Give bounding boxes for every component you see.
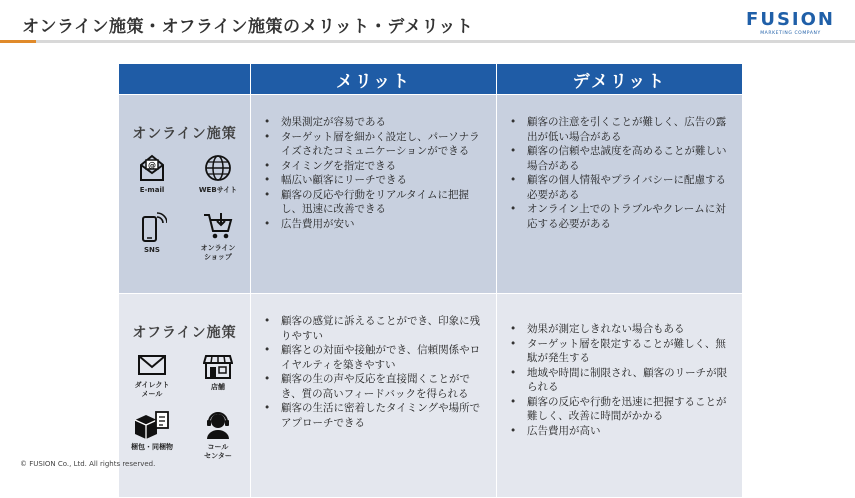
online-row <box>119 95 743 294</box>
list-item: • 効果が測定しきれない場合もある <box>507 322 728 337</box>
online-shop-caption: オンライン ショップ <box>200 244 236 261</box>
offline-row-title: オフライン施策 <box>132 325 237 341</box>
store-caption: 店舗 <box>211 383 225 391</box>
logo-tagline: MARKETING COMPANY <box>760 31 821 36</box>
website-caption: WEBサイト <box>198 186 238 194</box>
list-item: • タイミングを指定できる <box>261 159 482 174</box>
offline-demerits-list <box>507 322 728 438</box>
list-item: • 顧客との対面や接触ができ、信頼関係やロイヤルティを築きやすい <box>261 343 482 372</box>
online-row-title: オンライン施策 <box>132 126 237 142</box>
comparison-table <box>118 63 743 498</box>
package-caption: 梱包・同梱物 <box>131 443 173 451</box>
call-center-caption: コール センター <box>204 443 232 460</box>
storefront-icon <box>203 352 233 380</box>
list-item: • 顧客の生活に密着したタイミングや場所でアプローチできる <box>261 401 482 430</box>
logo-wordmark: FUSION <box>746 9 835 30</box>
table-header-row <box>119 64 743 95</box>
list-item: • 顧客の個人情報やプライバシーに配慮する必要がある <box>507 173 728 202</box>
list-item: • オンライン上でのトラブルやクレームに対応する必要がある <box>507 202 728 231</box>
store-item <box>185 352 251 410</box>
list-item: • 顧客の注意を引くことが難しく、広告の露出が低い場合がある <box>507 115 728 144</box>
header-blank-cell <box>119 64 251 95</box>
globe-icon <box>203 153 233 183</box>
list-item: • 顧客の反応や行動を迅速に把握することが難しく、改善に時間がかかる <box>507 395 728 424</box>
list-item: • 地域や時間に制限され、顧客のリーチが限られる <box>507 366 728 395</box>
list-item: • ターゲット層を限定することが難しく、無駄が発生する <box>507 337 728 366</box>
list-item: • ターゲット層を細かく設定し、パーソナライズされたコミュニケーションができる <box>261 130 482 159</box>
sns-item <box>119 211 185 269</box>
email-item <box>119 153 185 211</box>
call-center-item <box>185 410 251 468</box>
email-icon <box>137 153 167 183</box>
online-merits-cell <box>251 95 497 294</box>
online-merits-list <box>261 115 482 231</box>
online-label-cell <box>119 95 251 294</box>
sns-caption: SNS <box>144 246 160 254</box>
list-item: • 顧客の感覚に訴えることができ、印象に残りやすい <box>261 314 482 343</box>
direct-mail-caption: ダイレクト メール <box>134 381 170 398</box>
direct-mail-item <box>119 352 185 410</box>
cart-icon <box>202 211 234 241</box>
list-item: • 顧客の信頼や忠誠度を高めることが難しい場合がある <box>507 144 728 173</box>
header-merits: メリット <box>251 64 497 95</box>
offline-icon-grid <box>119 352 250 468</box>
offline-merits-list <box>261 314 482 430</box>
online-demerits-cell <box>497 95 743 294</box>
headset-operator-icon <box>203 410 233 440</box>
offline-merits-cell <box>251 294 497 498</box>
header-divider-accent <box>0 40 36 43</box>
page-title: オンライン施策・オフライン施策のメリット・デメリット <box>22 17 474 37</box>
online-shop-item <box>185 211 251 269</box>
header-divider <box>0 40 855 43</box>
online-icon-grid <box>119 153 250 269</box>
email-caption: E-mail <box>139 186 165 194</box>
offline-row <box>119 294 743 498</box>
offline-demerits-cell <box>497 294 743 498</box>
list-item: • 広告費用が安い <box>261 217 482 232</box>
list-item: • 効果測定が容易である <box>261 115 482 130</box>
list-item: • 顧客の生の声や反応を直接聞くことができ、質の高いフィードバックを得られる <box>261 372 482 401</box>
header-demerits: デメリット <box>497 64 743 95</box>
list-item: • 顧客の反応や行動をリアルタイムに把握し、迅速に改善できる <box>261 188 482 217</box>
svg-text:@: @ <box>148 161 156 170</box>
list-item: • 幅広い顧客にリーチできる <box>261 173 482 188</box>
list-item: • 広告費用が高い <box>507 424 728 439</box>
envelope-icon <box>137 352 167 378</box>
package-document-icon <box>133 410 171 440</box>
smartphone-icon <box>137 211 167 243</box>
company-logo <box>746 10 835 36</box>
website-item <box>185 153 251 211</box>
online-demerits-list <box>507 115 728 231</box>
copyright-footer: © FUSION Co., Ltd. All rights reserved. <box>20 460 156 468</box>
